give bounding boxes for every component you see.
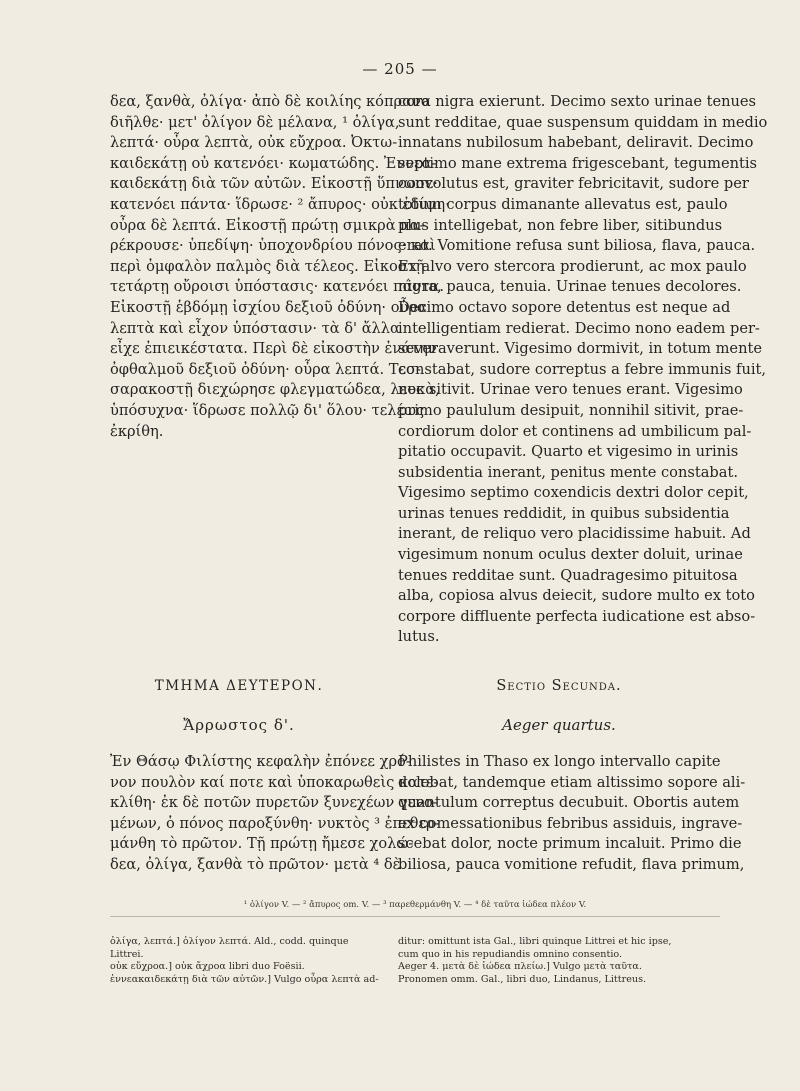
text-line: primo paululum desipuit, nonnihil sitivit, prae- — [398, 401, 744, 419]
text-line: ὀφθαλμοῦ δεξιοῦ ὀδύνη· οὖρα λεπτά. Τεσ- — [110, 360, 421, 378]
text-line: λεπτὰ καὶ εἶχον ὑπόστασιν· τὰ δ' ἄλλα — [110, 319, 400, 337]
text-line: ρέκρουσε· ὑπεδίψη· ὑποχονδρίου πόνος· καὶ — [110, 237, 436, 255]
greek-text-top — [110, 92, 450, 442]
section-title-greek: ΤΜΗΜΑ ΔΕΥΤΕΡΟΝ. — [154, 678, 324, 694]
text-line: cora nigra exierunt. Decimo sexto urinae tenues — [398, 93, 757, 110]
text-line: εἶχε ἐπιεικέστατα. Περὶ δὲ εἰκοστὴν ἐνάτην — [110, 340, 437, 358]
critical-notes-left — [110, 936, 380, 986]
text-line: cordiorum dolor et continens ad umbilicum pal- — [398, 422, 752, 440]
section-title-latin: Sectio Secunda. — [496, 678, 622, 694]
note-line: cum quo in his repudiandis omnino consentio. — [398, 948, 623, 960]
text-line: severaverunt. Vigesimo dormivit, in totum mente — [398, 340, 762, 358]
text-line: pitatio occupavit. Quarto et vigesimo in urinis — [398, 443, 739, 461]
note-line: ἐννεακαιδεκάτῃ διὰ τῶν αὐτῶν.] Vulgo οὖρα λεπτὰ ad- — [110, 973, 379, 985]
note-line: οὐκ εὔχροα.] οὐκ ἄχροα libri duo Foësii. — [110, 961, 305, 973]
text-line: κλίθη· ἐκ δὲ ποτῶν πυρετῶν ξυνεχέων γενο- — [110, 794, 438, 812]
text-line: Ἐν Θάσῳ Φιλίστης κεφαλὴν ἐπόνεε χρό- — [110, 753, 411, 770]
text-line: λεπτά· οὖρα λεπτὰ, οὐκ εὔχροα. Ὀκτω- — [110, 134, 398, 152]
text-line: καιδεκάτῃ διὰ τῶν αὐτῶν. Εἰκοστῇ ὕπνωσε· — [110, 175, 438, 193]
text-line: alba, copiosa alvus deiecit, sudore multo ex toto — [398, 587, 755, 605]
text-line: δεα, ὀλίγα, ξανθὰ τὸ πρῶτον· μετὰ ⁴ δὲ — [110, 855, 401, 873]
latin-text-bottom — [398, 752, 746, 876]
text-line: subsidentia inerant, penitus mente constabat. — [398, 463, 738, 481]
text-line: ὑπόσυχνα· ἵδρωσε πολλῷ δι' ὅλου· τελέως — [110, 401, 425, 419]
text-line: οὖρα δὲ λεπτά. Εἰκοστῇ πρώτῃ σμικρὰ πα- — [110, 216, 425, 234]
patient-title-greek: Ἄρρωστος δ'. — [183, 716, 295, 734]
text-line: urinas tenues reddidit, in quibus subsidentia — [398, 504, 730, 522]
text-line: constabat, sudore correptus a febre immunis fuit, — [398, 360, 767, 378]
text-line: ἐκρίθη. — [110, 422, 164, 440]
text-line: sunt redditae, quae suspensum quiddam in medio — [398, 113, 768, 131]
text-line: lutus. — [398, 628, 440, 646]
note-line: Aeger 4. μετὰ δὲ ἰώδεα πλείω.] Vulgo μετὰ ταῦτα. — [398, 961, 642, 973]
text-line: corpore diffluente perfecta iudicatione est abso- — [398, 607, 756, 625]
text-line: convolutus est, graviter febricitavit, sudore per — [398, 175, 749, 193]
text-line: quantulum correptus decubuit. Obortis autem — [398, 794, 740, 812]
text-line: Philistes in Thaso ex longo intervallo capite — [398, 753, 721, 770]
text-line: μένων, ὁ πόνος παροξύνθη· νυκτὸς ³ ἐπεθερ- — [110, 814, 440, 832]
text-line: Decimo octavo sopore detentus est neque ad — [398, 298, 731, 316]
text-line: scebat dolor, nocte primum incaluit. Primo die — [398, 835, 742, 853]
patient-title-latin: Aeger quartus. — [502, 716, 616, 734]
text-line: κατενόει πάντα· ἵδρωσε· ² ἄπυρος· οὐκ ἐδίψη· — [110, 195, 450, 213]
text-line: καιδεκάτῃ οὐ κατενόει· κωματώδης. Ἐννεα- — [110, 154, 437, 172]
text-line: erat. Vomitione refusa sunt biliosa, flava, pauca. — [398, 237, 756, 255]
note-line: ditur: omittunt ista Gal., libri quinque Littrei et hic ipse, — [398, 936, 672, 947]
text-line: διῆλθε· μετ' ὀλίγον δὲ μέλανα, ¹ ὀλίγα, — [110, 113, 400, 131]
text-line: totum corpus dimanante allevatus est, paulo — [398, 195, 728, 213]
text-line: τετάρτῃ οὔροισι ὑπόστασις· κατενόει πάντα. — [110, 278, 445, 296]
text-line: δεα, ξανθὰ, ὀλίγα· ἀπὸ δὲ κοιλίης κόπρανα — [110, 93, 431, 110]
footnote-markers: ¹ ὀλίγον V. — ² ἄπυρος om. V. — ³ παρεθερμάνθη V. — ⁴ δὲ ταῦτα ἰώδεα πλέον V. — [243, 900, 587, 910]
text-line: nec sitivit. Urinae vero tenues erant. Vigesimo — [398, 381, 743, 399]
text-line: nigra, pauca, tenuia. Urinae tenues decolores. — [398, 278, 742, 296]
text-line: Εἰκοστῇ ἑβδόμῃ ἰσχίου δεξιοῦ ὀδύνη· οὖρα — [110, 298, 427, 316]
text-line: plus intelligebat, non febre liber, sitibundus — [398, 216, 723, 234]
text-line: νον πουλὸν καί ποτε καὶ ὑποκαρωθεὶς κατε- — [110, 773, 439, 791]
text-line: Ex alvo vero stercora prodierunt, ac mox paulo — [398, 257, 747, 275]
text-line: tenues redditae sunt. Quadragesimo pituitosa — [398, 566, 738, 584]
text-line: innatans nubilosum habebant, deliravit. Decimo — [398, 134, 754, 152]
text-line: dolebat, tandemque etiam altissimo sopore ali- — [398, 773, 746, 791]
text-line: intelligentiam redierat. Decimo nono eadem per- — [398, 319, 760, 337]
note-line: Littrei. — [110, 948, 144, 960]
latin-text-top — [398, 92, 768, 648]
greek-text-bottom — [110, 752, 440, 876]
text-line: inerant, de reliquo vero placidissime habuit. Ad — [398, 525, 751, 543]
text-line: biliosa, pauca vomitione refudit, flava primum, — [398, 855, 745, 873]
text-line: septimo mane extrema frigescebant, tegumentis — [398, 154, 758, 172]
text-line: ex comessationibus febribus assiduis, ingrave- — [398, 814, 743, 832]
note-line: Pronomen omm. Gal., libri duo, Lindanus, Littreus. — [398, 973, 647, 985]
text-line: vigesimum nonum oculus dexter doluit, urinae — [398, 546, 743, 564]
text-line: σαρακοστῇ διεχώρησε φλεγματώδεα, λευκὰ, — [110, 381, 440, 399]
footnote-divider — [110, 916, 720, 917]
text-line: μάνθη τὸ πρῶτον. Τῇ πρώτῃ ἤμεσε χολώ- — [110, 835, 414, 853]
text-line: περὶ ὀμφαλὸν παλμὸς διὰ τέλεος. Εἰκοστῇ — [110, 257, 425, 275]
note-line: ὀλίγα, λεπτά.] ὀλίγον λεπτά. Ald., codd. quinque — [110, 936, 349, 947]
text-line: Vigesimo septimo coxendicis dextri dolor cepit, — [398, 484, 749, 502]
page-number: — 205 — — [362, 60, 438, 78]
critical-notes-right — [398, 936, 720, 986]
